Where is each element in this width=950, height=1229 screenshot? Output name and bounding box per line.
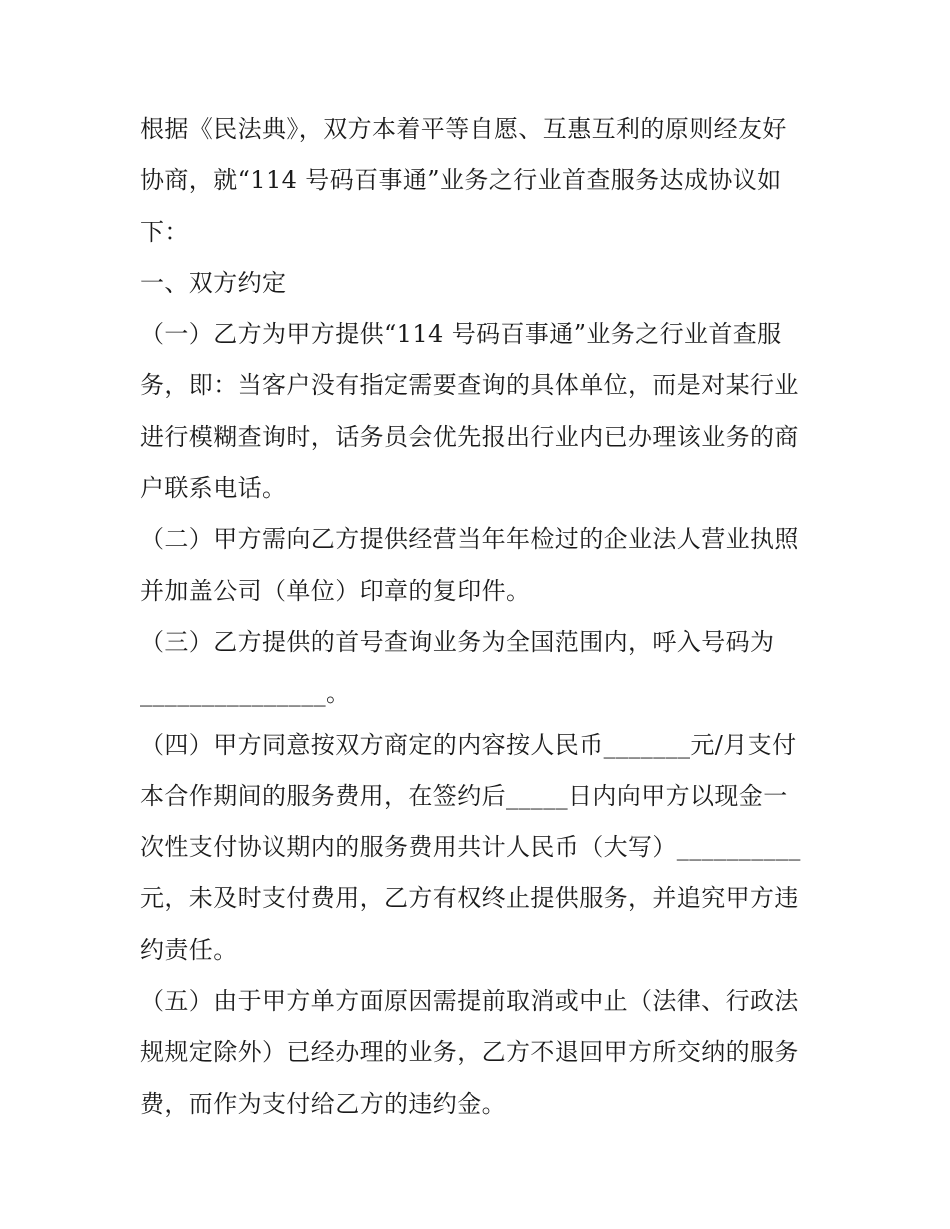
text-line: 户联系电话。	[140, 474, 287, 503]
text-line: 下：	[140, 217, 189, 246]
text-line: 费，而作为支付给乙方的违约金。	[140, 1089, 506, 1118]
text-line: 次性支付协议期内的服务费用共计人民币（大写）__________	[140, 833, 801, 862]
section-heading: 一、双方约定	[140, 268, 287, 297]
text-line: 约责任。	[140, 935, 238, 964]
text-line: 协商，就“114 号码百事通”业务之行业首查服务达成协议如	[140, 166, 782, 195]
text-line: （三）乙方提供的首号查询业务为全国范围内，呼入号码为	[140, 627, 775, 656]
text-line: （五）由于甲方单方面原因需提前取消或中止（法律、行政法	[140, 987, 799, 1016]
text-line: 规规定除外）已经办理的业务，乙方不退回甲方所交纳的服务	[140, 1038, 799, 1067]
text-line: （二）甲方需向乙方提供经营当年年检过的企业法人营业执照	[140, 525, 799, 554]
document-body	[140, 104, 820, 1130]
text-line: 进行模糊查询时，话务员会优先报出行业内已办理该业务的商	[140, 422, 799, 451]
text-line: 务，即：当客户没有指定需要查询的具体单位，而是对某行业	[140, 371, 799, 400]
text-line: 并加盖公司（单位）印章的复印件。	[140, 576, 531, 605]
text-line: （一）乙方为甲方提供“114 号码百事通”业务之行业首查服	[140, 320, 782, 349]
text-line: （四）甲方同意按双方商定的内容按人民币_______元/月支付	[140, 730, 797, 759]
blank-field-line: _______________。	[140, 679, 351, 708]
text-line: 元，未及时支付费用，乙方有权终止提供服务，并追究甲方违	[140, 884, 799, 913]
text-line: 本合作期间的服务费用，在签约后_____日内向甲方以现金一	[140, 781, 788, 810]
text-line: 根据《民法典》，双方本着平等自愿、互惠互利的原则经友好	[140, 115, 787, 143]
